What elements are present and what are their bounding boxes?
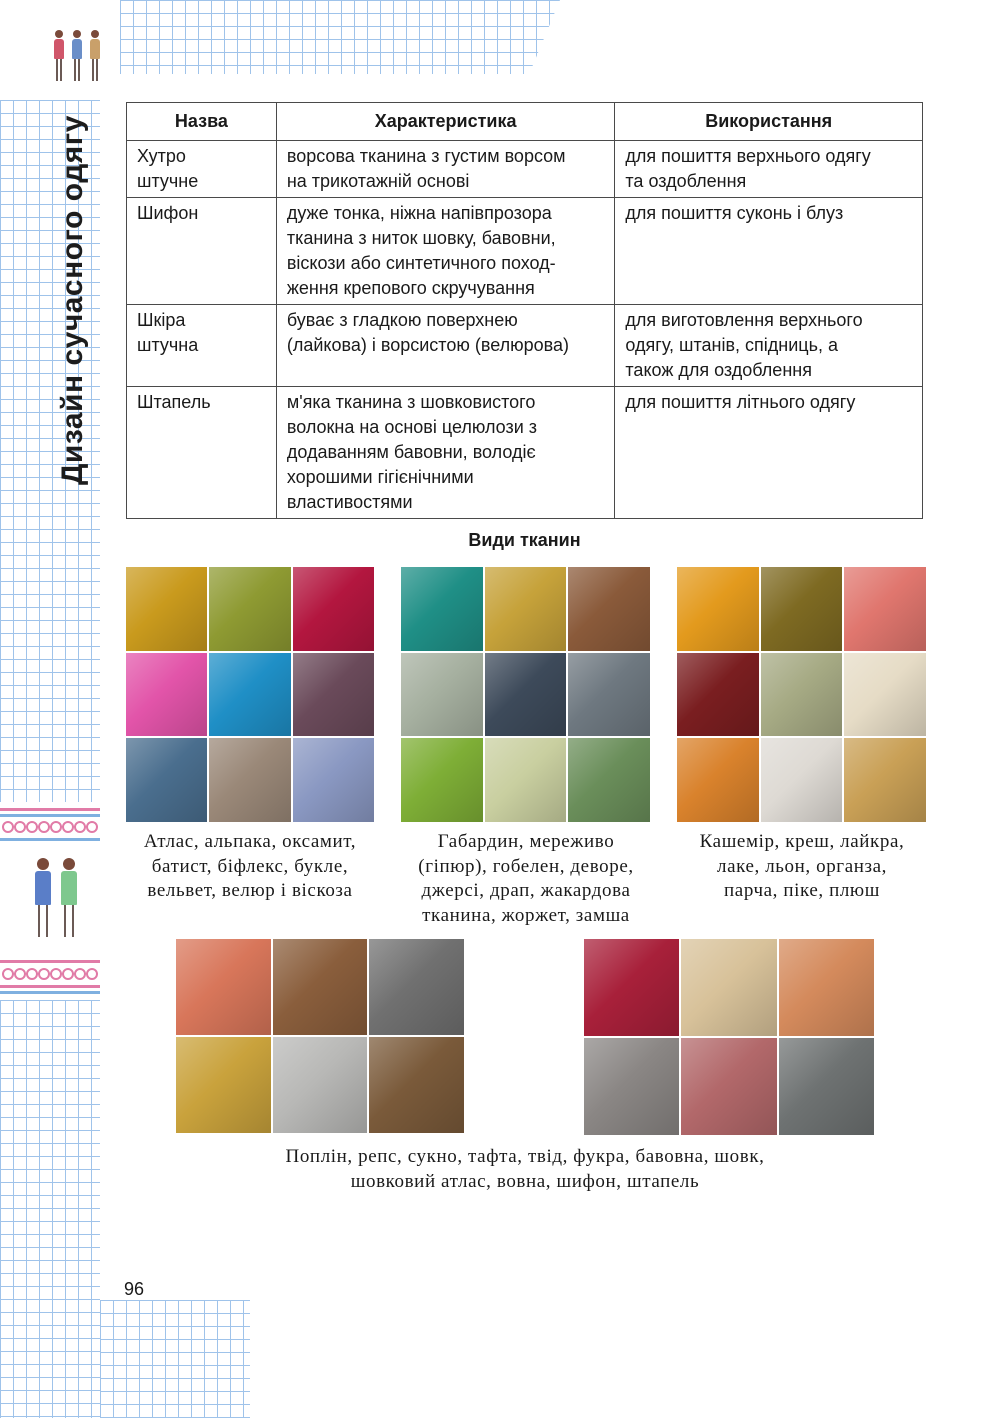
cell-line: дуже тонка, ніжна напівпрозора (286, 203, 552, 223)
fabric-swatch-image (568, 567, 650, 651)
fabric-swatch-image (401, 738, 483, 822)
fabric-swatch-image (761, 653, 843, 737)
cell-line: для виготовлення верхнього (625, 310, 863, 330)
table-header-row (127, 103, 923, 141)
cell-line: волокна на основі целюлози з (286, 417, 538, 437)
page-number: 96 (124, 1279, 145, 1299)
fabric-swatch-image (126, 653, 207, 737)
table-row (127, 305, 923, 387)
cell-line: Штапель (137, 392, 211, 412)
cell-name (127, 141, 277, 198)
fabric-swatch-image (681, 1038, 776, 1135)
grid-background-top (120, 0, 560, 74)
fabric-swatch-image (293, 738, 374, 822)
cell-line: штучна (137, 335, 199, 355)
fabric-swatch-image (126, 738, 207, 822)
fabric-swatch-image (677, 653, 759, 737)
fabric-caption-3 (672, 830, 932, 904)
cell-line: буває з гладкою поверхнею (286, 310, 518, 330)
cell-line: властивостями (286, 492, 413, 512)
fabric-swatch-image (209, 653, 290, 737)
fabric-swatch-image (761, 567, 843, 651)
caption-line: Габардин, мереживо (437, 831, 615, 852)
cell-line: штучне (137, 171, 199, 191)
cell-line: ворсова тканина з густим ворсом (286, 146, 566, 166)
cell-name (127, 387, 277, 519)
fabric-swatch-image (761, 738, 843, 822)
cell-line: ження крепового скручування (286, 278, 535, 298)
caption-line: Поплін, репс, сукно, тафта, твід, фукра, бавовна, шовк, (285, 1146, 765, 1167)
cell-line: м'яка тканина з шовковистого (286, 392, 536, 412)
figure-icon (88, 30, 102, 81)
caption-line: тканина, жоржет, замша (422, 904, 630, 926)
fabric-swatch-grid-4b (584, 939, 874, 1135)
figure-icon (70, 30, 84, 81)
table-row (127, 387, 923, 519)
caption-line: батист, біфлекс, букле, (151, 855, 349, 877)
cell-line: віскози або синтетичного поход- (286, 253, 556, 273)
section-title: Види тканин (468, 530, 581, 550)
cell-line: Хутро (137, 146, 186, 166)
fabric-swatch-image (273, 939, 368, 1035)
fabric-caption-2 (396, 830, 656, 928)
decorative-rings-top (2, 821, 98, 833)
figure-icon (32, 858, 54, 937)
header-usage: Використання (615, 103, 923, 141)
cell-characteristic (276, 305, 615, 387)
fabric-table (126, 102, 923, 519)
fabric-swatch-image (273, 1037, 368, 1133)
fabric-swatch-image (401, 567, 483, 651)
fabric-caption-1 (118, 830, 382, 904)
fabric-swatch-image (779, 939, 874, 1036)
cell-line: Шкіра (137, 310, 186, 330)
cell-line: також для оздоблення (625, 360, 812, 380)
fashion-figures-illustration-lower (32, 858, 80, 937)
cell-line: тканина з ниток шовку, бавовни, (286, 228, 556, 248)
caption-line: Кашемір, креш, лайкра, (699, 831, 905, 852)
fabric-swatch-grid-3 (677, 567, 926, 822)
cell-line: додаванням бавовни, володіє (286, 442, 536, 462)
cell-characteristic (276, 387, 615, 519)
decorative-stripes-lower (0, 960, 100, 966)
cell-usage (615, 387, 923, 519)
fabric-swatch-image (485, 738, 567, 822)
caption-line: парча, піке, плюш (724, 880, 880, 901)
fabric-swatch-image (584, 939, 679, 1036)
fabric-swatch-image (485, 567, 567, 651)
cell-line: одягу, штанів, спідниць, а (625, 335, 838, 355)
caption-line: Атлас, альпака, оксамит, (143, 831, 357, 852)
fabric-swatch-image (401, 653, 483, 737)
fabric-caption-4 (176, 1145, 874, 1194)
cell-line: для пошиття верхнього одягу (625, 146, 871, 166)
fabric-swatch-grid-1 (126, 567, 374, 822)
caption-line: шовковий атлас, вовна, шифон, штапель (350, 1170, 700, 1192)
table-row (127, 141, 923, 198)
fabric-swatch-image (568, 653, 650, 737)
fabric-swatch-image (681, 939, 776, 1036)
fabric-swatch-grid-2 (401, 567, 650, 822)
fabric-swatch-image (485, 653, 567, 737)
cell-line: (лайкова) і ворсистою (велюрова) (286, 335, 570, 355)
fabric-swatch-image (844, 567, 926, 651)
cell-usage (615, 305, 923, 387)
fabric-swatch-image (293, 653, 374, 737)
fabric-swatch-image (844, 653, 926, 737)
fabric-swatch-grid-4a (176, 939, 464, 1133)
decorative-rings-lower (2, 968, 98, 980)
caption-line: вельвет, велюр і віскоза (147, 880, 353, 901)
figure-icon (58, 858, 80, 937)
cell-line: хорошими гігієнічними (286, 467, 474, 487)
cell-usage (615, 141, 923, 198)
fabric-swatch-image (844, 738, 926, 822)
fabric-swatch-image (293, 567, 374, 651)
decorative-stripes-lower-2 (0, 985, 100, 997)
cell-name (127, 198, 277, 305)
fabric-swatch-image (176, 1037, 271, 1133)
fabric-swatch-image (779, 1038, 874, 1135)
decorative-stripes-mid (0, 838, 100, 844)
fabric-swatch-image (369, 939, 464, 1035)
fabric-swatch-image (209, 567, 290, 651)
fabric-swatch-image (677, 738, 759, 822)
caption-line: джерсі, драп, жакардова (421, 880, 631, 901)
figure-icon (52, 30, 66, 81)
cell-line: на трикотажній основі (286, 171, 470, 191)
cell-characteristic (276, 141, 615, 198)
fabric-swatch-image (209, 738, 290, 822)
cell-characteristic (276, 198, 615, 305)
decorative-stripes-top (0, 808, 100, 820)
header-name: Назва (127, 103, 277, 141)
cell-name (127, 305, 277, 387)
fabric-swatch-image (568, 738, 650, 822)
fabric-swatch-image (584, 1038, 679, 1135)
cell-line: та оздоблення (625, 171, 747, 191)
cell-usage (615, 198, 923, 305)
fabric-swatch-image (176, 939, 271, 1035)
caption-line: лаке, льон, органза, (716, 855, 887, 877)
fabric-swatch-image (126, 567, 207, 651)
grid-background-left-lower (0, 1000, 100, 1418)
fabric-swatch-image (369, 1037, 464, 1133)
cell-line: для пошиття літнього одягу (625, 392, 856, 412)
cell-line: Шифон (137, 203, 199, 223)
table-row (127, 198, 923, 305)
cell-line: для пошиття суконь і блуз (625, 203, 844, 223)
header-characteristic: Характеристика (276, 103, 615, 141)
fabric-swatch-image (677, 567, 759, 651)
grid-background-bottom (100, 1300, 250, 1418)
fashion-figures-illustration (52, 30, 102, 81)
caption-line: (гіпюр), гобелен, деворе, (418, 855, 634, 877)
sidebar-title: Дизайн сучасного одягу (56, 115, 89, 485)
